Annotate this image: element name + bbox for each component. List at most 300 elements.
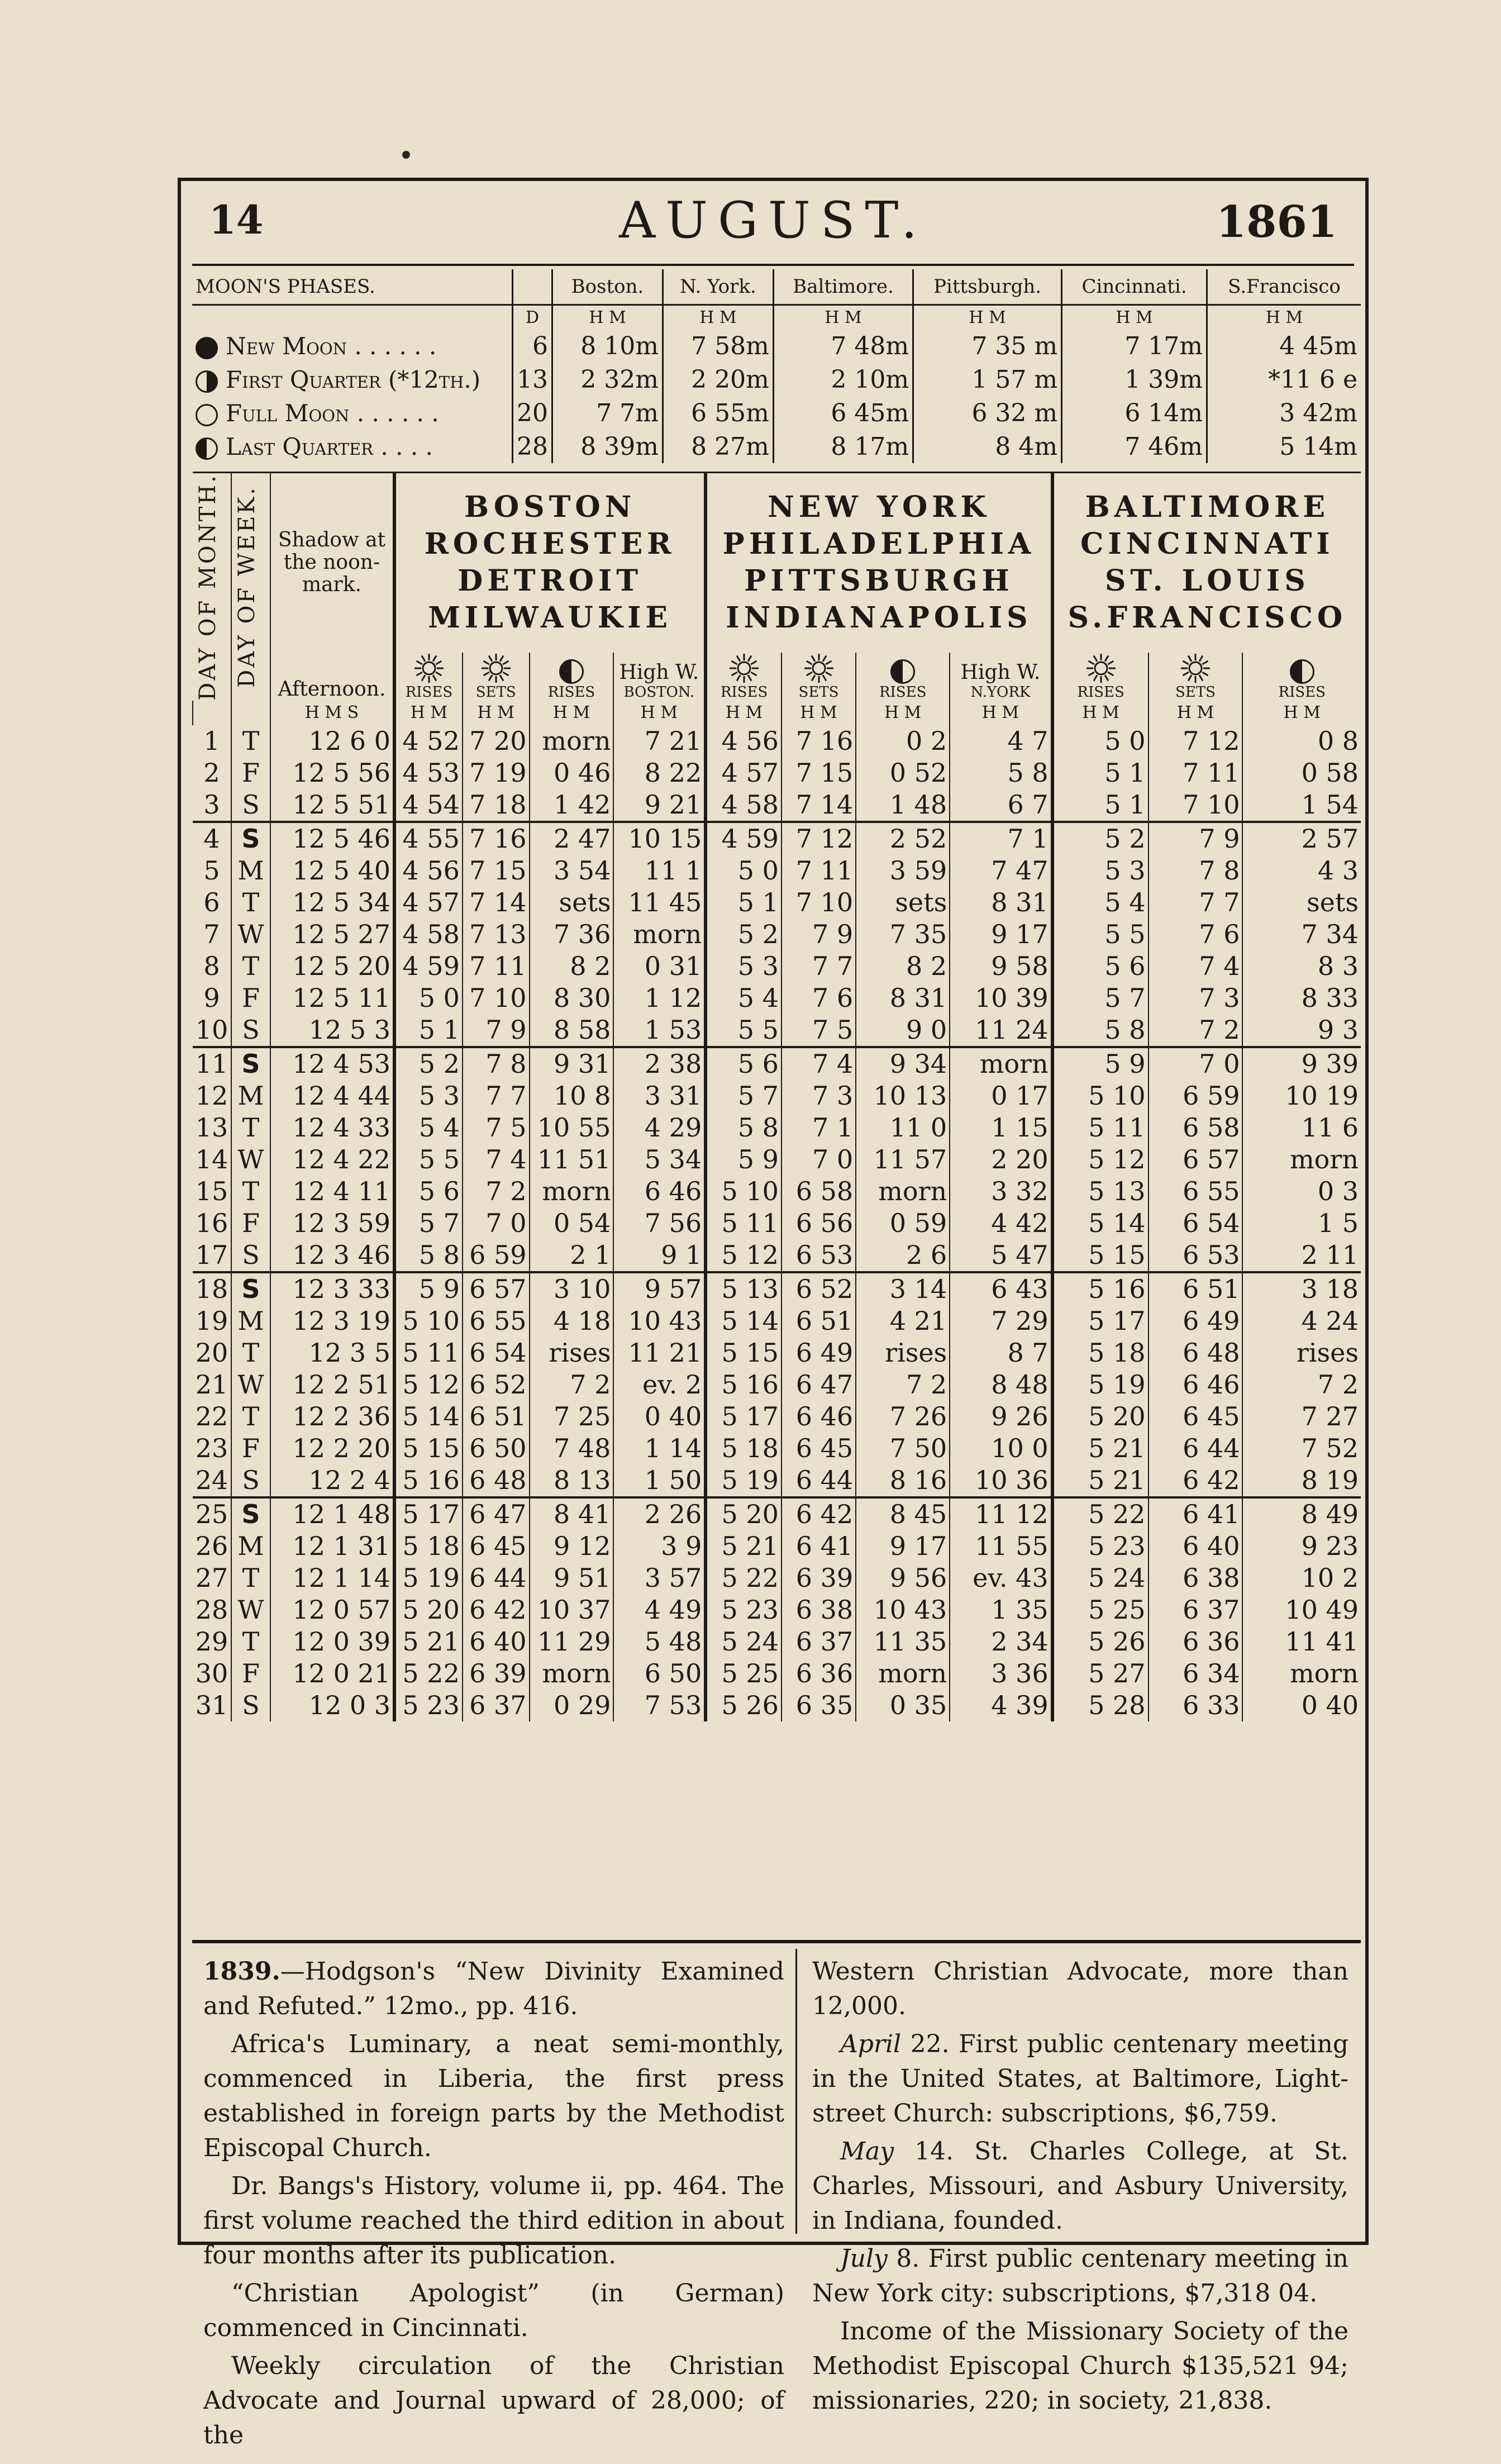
- table-cell: 5 3: [706, 950, 782, 982]
- phase-label: [192, 430, 513, 463]
- table-cell: 6 36: [782, 1658, 856, 1690]
- table-cell: 5 18: [706, 1433, 782, 1464]
- table-cell: 12 4 11: [270, 1176, 394, 1207]
- table-cell: 8 30: [530, 982, 614, 1014]
- high-water-city: BOSTON.: [623, 683, 695, 701]
- table-cell: 0 17: [950, 1080, 1052, 1112]
- table-row: [193, 1562, 1361, 1594]
- table-row: [193, 1337, 1361, 1369]
- table-cell: 6 58: [782, 1176, 856, 1207]
- table-cell: 6 41: [782, 1530, 856, 1562]
- table-cell: 6 54: [1149, 1207, 1243, 1239]
- note-date: May: [840, 2137, 894, 2166]
- sun-icon: [803, 653, 835, 684]
- table-cell: 3: [203, 789, 220, 820]
- phase-time: 8 39m: [552, 430, 663, 463]
- hm-label: H M: [530, 701, 614, 725]
- table-cell: 5 25: [706, 1658, 782, 1690]
- table-cell: 7 47: [950, 855, 1052, 887]
- table-cell: T: [231, 1337, 270, 1369]
- col-label: RISES: [1278, 683, 1326, 701]
- table-row: [193, 1112, 1361, 1144]
- table-cell: 5 16: [394, 1464, 463, 1497]
- table-cell: 4 59: [706, 822, 782, 855]
- table-cell: 10 15: [613, 822, 706, 855]
- hm-label: H M: [773, 305, 913, 330]
- blank: [193, 701, 231, 725]
- table-cell: 12 5 51: [270, 789, 394, 822]
- phase-time: 7 58m: [663, 329, 773, 363]
- table-cell: 5 18: [394, 1530, 463, 1562]
- note-text: “Christian Apologist” (in German) commenced in Cincinnati.: [203, 2279, 784, 2342]
- table-cell: 5 47: [950, 1239, 1052, 1272]
- table-cell: F: [231, 757, 270, 789]
- hm-label: H M: [663, 305, 773, 330]
- table-cell: ev. 2: [613, 1369, 706, 1401]
- table-cell: 5 6: [706, 1047, 782, 1080]
- table-cell: 0 29: [530, 1690, 614, 1721]
- note-paragraph: [203, 2169, 784, 2273]
- table-cell: F: [231, 1433, 270, 1464]
- table-cell: 5 11: [394, 1337, 463, 1369]
- table-cell: 12 5 27: [270, 919, 394, 950]
- table-cell: 5 3: [394, 1080, 463, 1112]
- note-paragraph: [812, 1954, 1348, 2024]
- table-row: [193, 1658, 1361, 1690]
- table-cell: 3 9: [613, 1530, 706, 1562]
- full-moon-icon: [196, 404, 218, 426]
- table-cell: rises: [530, 1337, 614, 1369]
- table-cell: T: [231, 950, 270, 982]
- table-cell: 4 42: [950, 1207, 1052, 1239]
- table-cell: 7 14: [782, 789, 856, 822]
- table-cell: 0 58: [1242, 757, 1361, 789]
- table-cell: 7 25: [530, 1401, 614, 1433]
- table-cell: 5 3: [1052, 855, 1149, 887]
- table-cell: 6 56: [782, 1207, 856, 1239]
- table-row: [193, 1594, 1361, 1626]
- table-cell: 10 2: [1242, 1562, 1361, 1594]
- city-header: Baltimore.: [773, 269, 913, 305]
- table-cell: 5 8: [1052, 1014, 1149, 1047]
- table-cell: 2 11: [1242, 1239, 1361, 1272]
- phase-time: 2 20m: [663, 363, 773, 396]
- table-cell: 10 43: [613, 1305, 706, 1337]
- table-cell: 12 0 21: [270, 1658, 394, 1690]
- column-divider: [795, 1949, 797, 2234]
- table-cell: 9 23: [1242, 1530, 1361, 1562]
- table-cell: 4 7: [950, 725, 1052, 757]
- table-cell: 11 12: [950, 1497, 1052, 1530]
- phase-row: [192, 329, 1361, 363]
- table-cell: 7 21: [613, 725, 706, 757]
- table-cell: 5 14: [1052, 1207, 1149, 1239]
- table-cell: 5 19: [1052, 1369, 1149, 1401]
- table-cell: 8 41: [530, 1497, 614, 1530]
- table-cell: 2 38: [613, 1047, 706, 1080]
- table-cell: 7 0: [1149, 1047, 1243, 1080]
- table-cell: 13: [195, 1112, 228, 1143]
- table-cell: 12 5 34: [270, 887, 394, 919]
- table-cell: morn: [950, 1047, 1052, 1080]
- table-cell: 6 48: [1149, 1337, 1243, 1369]
- table-cell: 5 12: [706, 1239, 782, 1272]
- table-cell: 11 55: [950, 1530, 1052, 1562]
- city-group-boston: BOSTON ROCHESTER DETROIT MILWAUKIE: [394, 473, 706, 653]
- sun-rises-header: [394, 653, 463, 701]
- note-paragraph: [812, 2134, 1348, 2238]
- table-cell: 25: [193, 1497, 231, 1530]
- table-cell: 6 57: [1149, 1144, 1243, 1176]
- table-cell: 7 9: [782, 919, 856, 950]
- table-cell: 7 15: [782, 757, 856, 789]
- table-cell: 5 4: [394, 1112, 463, 1144]
- table-row: [193, 1272, 1361, 1305]
- table-cell: 8 7: [950, 1337, 1052, 1369]
- table-cell: 6 46: [1149, 1369, 1243, 1401]
- table-cell: 4 39: [950, 1690, 1052, 1721]
- table-cell: 2 47: [530, 822, 614, 855]
- table-cell: S: [231, 822, 270, 855]
- table-cell: 6 35: [782, 1690, 856, 1721]
- table-cell: 4 54: [394, 789, 463, 822]
- table-cell: 8 16: [856, 1464, 950, 1497]
- new-moon-icon: [196, 337, 218, 359]
- last-quarter-icon: [196, 437, 218, 460]
- table-cell: 5 1: [394, 1014, 463, 1047]
- table-row: [193, 1690, 1361, 1721]
- table-cell: 10 37: [530, 1594, 614, 1626]
- header-rule: [192, 264, 1354, 266]
- table-cell: 6 37: [463, 1690, 530, 1721]
- table-cell: 5 34: [613, 1144, 706, 1176]
- table-row: [193, 1530, 1361, 1562]
- phase-time: 6 55m: [663, 396, 773, 430]
- hm-label: H M: [1149, 701, 1243, 725]
- table-cell: 12 5 11: [270, 982, 394, 1014]
- table-cell: S: [231, 1239, 270, 1272]
- table-cell: 1 35: [950, 1594, 1052, 1626]
- page-header: [181, 181, 1365, 262]
- table-cell: 7 7: [1149, 887, 1243, 919]
- table-cell: 6 37: [1149, 1594, 1243, 1626]
- table-cell: 2: [203, 758, 220, 788]
- table-cell: 8 19: [1242, 1464, 1361, 1497]
- moon-phases-table: [192, 269, 1361, 463]
- phase-time: 6 32 m: [913, 396, 1062, 430]
- phase-time: 7 48m: [773, 329, 913, 363]
- table-cell: 6 49: [1149, 1305, 1243, 1337]
- sun-icon: [1180, 653, 1211, 684]
- table-cell: 6 59: [463, 1239, 530, 1272]
- ink-dot: [402, 151, 410, 159]
- table-cell: T: [231, 1626, 270, 1658]
- table-cell: 6 54: [463, 1337, 530, 1369]
- table-cell: 6 58: [1149, 1112, 1243, 1144]
- table-cell: 5 6: [1052, 950, 1149, 982]
- phase-name: Last Quarter . . . .: [226, 432, 433, 460]
- table-row: [193, 950, 1361, 982]
- table-cell: 7 10: [463, 982, 530, 1014]
- table-cell: 9 34: [856, 1047, 950, 1080]
- table-row: [193, 1144, 1361, 1176]
- table-cell: 7 52: [1242, 1433, 1361, 1464]
- phase-row: [192, 430, 1361, 463]
- moon-rises-header: [530, 653, 614, 701]
- table-cell: 5 5: [394, 1144, 463, 1176]
- col-label: RISES: [720, 683, 768, 701]
- table-cell: 12 5 56: [270, 757, 394, 789]
- note-text: Dr. Bangs's History, volume ii, pp. 464. The first volume reached the third edition in about four months after its publication.: [203, 2172, 784, 2270]
- page-number: 14: [209, 197, 264, 243]
- table-cell: 6 45: [782, 1433, 856, 1464]
- table-cell: 12 2 4: [270, 1464, 394, 1497]
- table-cell: 12 5 20: [270, 950, 394, 982]
- day-label: D: [513, 305, 552, 330]
- table-cell: 5 16: [706, 1369, 782, 1401]
- hm-label: H M: [1052, 701, 1149, 725]
- note-text: 14. St. Charles College, at St. Charles, Missouri, and Asbury University, in Indiana, founded.: [812, 2137, 1348, 2235]
- table-cell: 6 36: [1149, 1626, 1243, 1658]
- table-cell: 5 17: [706, 1401, 782, 1433]
- phase-row: [192, 363, 1361, 396]
- phase-time: 7 7m: [552, 396, 663, 430]
- phase-day: 6: [513, 329, 552, 363]
- table-cell: 12 4 33: [270, 1112, 394, 1144]
- table-cell: 6 55: [463, 1305, 530, 1337]
- table-cell: 5 20: [1052, 1401, 1149, 1433]
- table-cell: 6 47: [782, 1369, 856, 1401]
- table-cell: 9 17: [950, 919, 1052, 950]
- table-cell: 6 59: [1149, 1080, 1243, 1112]
- table-cell: 11 35: [856, 1626, 950, 1658]
- hm-label: H M: [782, 701, 856, 725]
- table-cell: 7 2: [530, 1369, 614, 1401]
- table-cell: T: [231, 1176, 270, 1207]
- table-cell: 9 51: [530, 1562, 614, 1594]
- table-row: [193, 1176, 1361, 1207]
- table-cell: 10 39: [950, 982, 1052, 1014]
- table-cell: 5 4: [706, 982, 782, 1014]
- table-cell: 12 1 48: [270, 1497, 394, 1530]
- table-cell: 6 39: [463, 1658, 530, 1690]
- table-cell: 0 8: [1242, 725, 1361, 757]
- table-cell: 5 10: [1052, 1080, 1149, 1112]
- table-cell: morn: [1242, 1658, 1361, 1690]
- table-cell: 6 34: [1149, 1658, 1243, 1690]
- table-cell: 5 0: [1052, 725, 1149, 757]
- table-cell: 5 15: [706, 1337, 782, 1369]
- table-cell: 12 1 31: [270, 1530, 394, 1562]
- table-cell: 7 9: [1149, 822, 1243, 855]
- table-cell: 5 10: [394, 1305, 463, 1337]
- table-cell: 12 2 36: [270, 1401, 394, 1433]
- phase-time: 7 35 m: [913, 329, 1062, 363]
- table-cell: 8 45: [856, 1497, 950, 1530]
- phase-time: 1 57 m: [913, 363, 1062, 396]
- col-label: RISES: [1077, 683, 1124, 701]
- table-cell: 5 4: [1052, 887, 1149, 919]
- table-cell: 9 58: [950, 950, 1052, 982]
- hm-label: H M: [950, 701, 1052, 725]
- table-cell: 7 19: [463, 757, 530, 789]
- table-cell: S: [231, 1497, 270, 1530]
- table-cell: 26: [195, 1531, 228, 1562]
- table-cell: 0 35: [856, 1690, 950, 1721]
- phase-time: 8 27m: [663, 430, 773, 463]
- table-cell: 12 6 0: [270, 725, 394, 757]
- table-cell: 7 12: [782, 822, 856, 855]
- table-cell: 12 3 33: [270, 1272, 394, 1305]
- table-cell: 11: [193, 1047, 231, 1080]
- table-cell: 2 57: [1242, 822, 1361, 855]
- table-cell: 2 1: [530, 1239, 614, 1272]
- table-cell: 5 8: [394, 1239, 463, 1272]
- table-cell: 10 8: [530, 1080, 614, 1112]
- table-row: [193, 887, 1361, 919]
- note-text: Africa's Luminary, a neat semi-monthly, commenced in Liberia, the first press established in foreign parts by the Methodist Episcopal Church.: [203, 2030, 784, 2162]
- table-cell: W: [231, 1369, 270, 1401]
- historical-notes: [192, 1940, 1361, 2449]
- table-cell: 1: [203, 726, 220, 757]
- hm-label: H M: [463, 701, 530, 725]
- phase-time: 5 14m: [1207, 430, 1361, 463]
- table-cell: 0 2: [856, 725, 950, 757]
- high-water-header: [950, 653, 1052, 701]
- table-cell: 12 4 22: [270, 1144, 394, 1176]
- table-cell: 24: [195, 1465, 228, 1496]
- table-cell: 18: [193, 1272, 231, 1305]
- table-cell: 6 53: [782, 1239, 856, 1272]
- table-cell: 12 4 44: [270, 1080, 394, 1112]
- table-cell: 4 21: [856, 1305, 950, 1337]
- table-row: [193, 1464, 1361, 1497]
- table-cell: 2 34: [950, 1626, 1052, 1658]
- hm-label: H M: [913, 305, 1062, 330]
- day-of-week-header: DAY OF WEEK.: [231, 473, 270, 701]
- table-cell: morn: [530, 725, 614, 757]
- table-row: [193, 1401, 1361, 1433]
- col-label: RISES: [547, 683, 595, 701]
- table-cell: 12 0 57: [270, 1594, 394, 1626]
- table-cell: 7 15: [463, 855, 530, 887]
- note-paragraph: [203, 2276, 784, 2346]
- table-row: [193, 789, 1361, 822]
- table-cell: F: [231, 1207, 270, 1239]
- col-label: RISES: [405, 683, 453, 701]
- table-cell: rises: [1242, 1337, 1361, 1369]
- table-cell: T: [231, 1112, 270, 1144]
- sun-icon: [480, 653, 512, 684]
- table-cell: 7 4: [1149, 950, 1243, 982]
- table-cell: 4 59: [394, 950, 463, 982]
- table-cell: 5 5: [706, 1014, 782, 1047]
- table-cell: 6 41: [1149, 1497, 1243, 1530]
- table-cell: 2 26: [613, 1497, 706, 1530]
- table-row: [193, 1239, 1361, 1272]
- table-cell: 10 19: [1242, 1080, 1361, 1112]
- table-cell: 6 44: [782, 1464, 856, 1497]
- notes-right-column: [812, 1954, 1348, 2422]
- table-cell: 7 53: [613, 1690, 706, 1721]
- hm-label: H M: [1062, 305, 1207, 330]
- table-cell: 0 40: [1242, 1690, 1361, 1721]
- table-cell: 7 11: [1149, 757, 1243, 789]
- table-cell: 7 5: [463, 1112, 530, 1144]
- table-cell: 5 15: [394, 1433, 463, 1464]
- table-cell: 8 58: [530, 1014, 614, 1047]
- table-cell: T: [231, 1401, 270, 1433]
- table-cell: 11 41: [1242, 1626, 1361, 1658]
- table-cell: 6: [203, 887, 220, 918]
- table-cell: 5 15: [1052, 1239, 1149, 1272]
- sun-icon: [728, 653, 760, 684]
- table-cell: 23: [195, 1433, 228, 1464]
- table-cell: 7 12: [1149, 725, 1243, 757]
- table-cell: sets: [856, 887, 950, 919]
- table-row: [193, 1047, 1361, 1080]
- table-cell: 5 21: [394, 1626, 463, 1658]
- table-row: [193, 1080, 1361, 1112]
- table-cell: 6 37: [782, 1626, 856, 1658]
- table-cell: 8 31: [950, 887, 1052, 919]
- table-cell: 1 5: [1242, 1207, 1361, 1239]
- table-cell: 1 12: [613, 982, 706, 1014]
- table-cell: 6 45: [463, 1530, 530, 1562]
- table-cell: 7 11: [782, 855, 856, 887]
- moon-rises-header: [1242, 653, 1361, 701]
- table-cell: 1 50: [613, 1464, 706, 1497]
- note-text: —Hodgson's “New Divinity Examined and Refuted.” 12mo., pp. 416.: [203, 1957, 784, 2020]
- table-cell: 9 12: [530, 1530, 614, 1562]
- phase-name: Full Moon . . . . . .: [226, 399, 439, 427]
- phase-time: 8 10m: [552, 329, 663, 363]
- table-row: [193, 919, 1361, 950]
- table-cell: 5 9: [394, 1272, 463, 1305]
- table-cell: 28: [195, 1595, 228, 1625]
- table-row: [193, 757, 1361, 789]
- table-cell: 12 2 51: [270, 1369, 394, 1401]
- table-cell: 12 4 53: [270, 1047, 394, 1080]
- table-cell: 1 54: [1242, 789, 1361, 822]
- table-cell: 31: [195, 1690, 228, 1721]
- hm-label: H M: [1207, 305, 1361, 330]
- table-cell: M: [231, 1530, 270, 1562]
- moon-icon: [559, 659, 584, 684]
- table-cell: 1 42: [530, 789, 614, 822]
- table-cell: W: [231, 919, 270, 950]
- phase-time: 2 10m: [773, 363, 913, 396]
- table-cell: 6 50: [463, 1433, 530, 1464]
- table-cell: 5 23: [1052, 1530, 1149, 1562]
- table-cell: 12 3 46: [270, 1239, 394, 1272]
- table-cell: 0 54: [530, 1207, 614, 1239]
- table-row: [193, 1369, 1361, 1401]
- table-cell: morn: [1242, 1144, 1361, 1176]
- phase-time: *11 6 e: [1207, 363, 1361, 396]
- city-group-baltimore: BALTIMORE CINCINNATI ST. LOUIS S.FRANCISCO: [1052, 473, 1361, 653]
- table-cell: 3 31: [613, 1080, 706, 1112]
- blank: [231, 701, 270, 725]
- table-cell: 5 7: [706, 1080, 782, 1112]
- table-cell: rises: [856, 1337, 950, 1369]
- table-cell: 9 3: [1242, 1014, 1361, 1047]
- table-cell: 8 2: [856, 950, 950, 982]
- table-cell: 7 1: [950, 822, 1052, 855]
- table-cell: T: [231, 725, 270, 757]
- note-date: July: [840, 2244, 888, 2273]
- table-cell: 0 59: [856, 1207, 950, 1239]
